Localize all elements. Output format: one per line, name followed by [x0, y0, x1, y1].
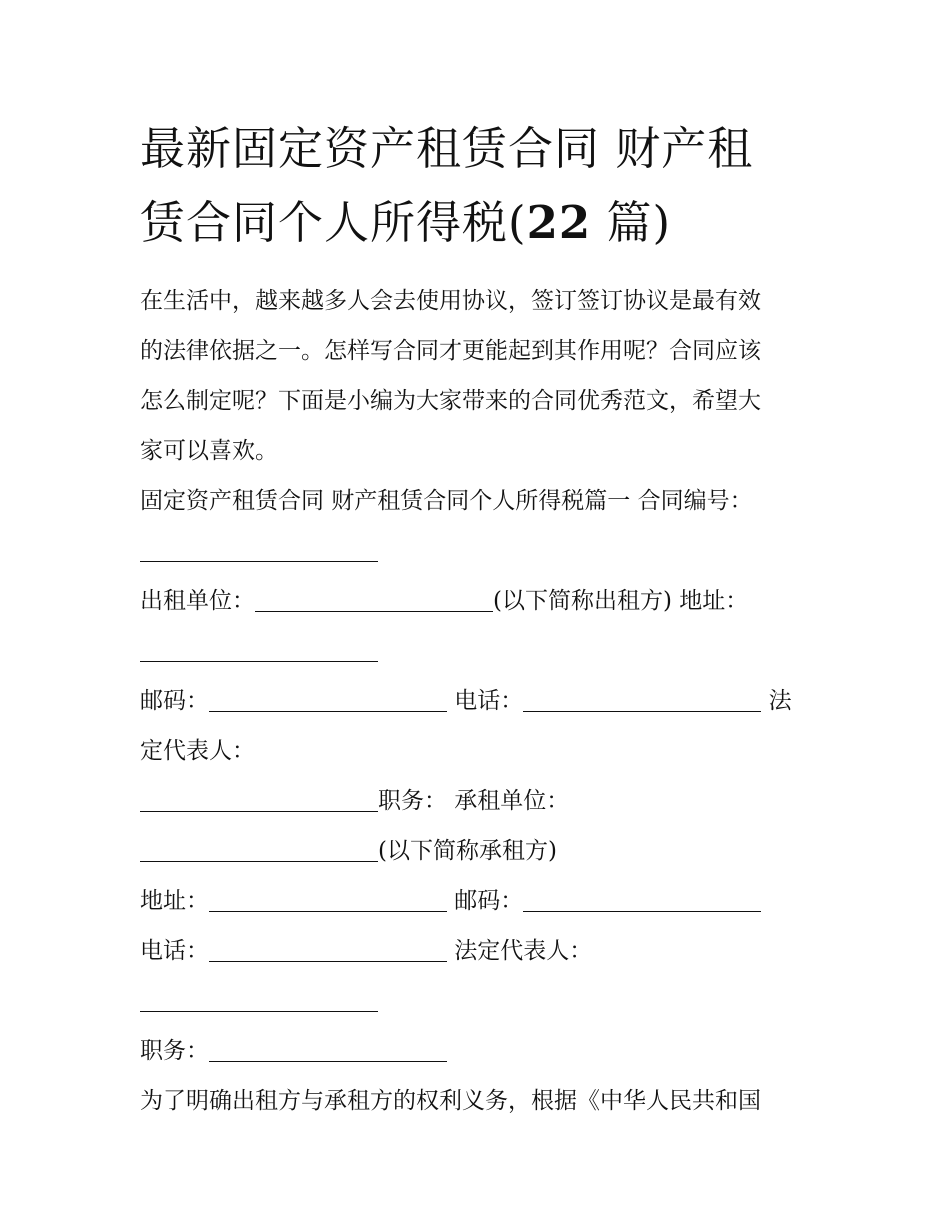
lessee-legal-rep-row: [140, 976, 820, 1026]
contract-number-row: [140, 526, 820, 576]
closing-line: 为了明确出租方与承租方的权利义务，根据《中华人民共和国: [140, 1088, 761, 1114]
section-heading: 固定资产租赁合同 财产租赁合同个人所得税篇一 合同编号：: [140, 488, 753, 514]
phone-label: 电话：: [447, 688, 524, 714]
lessee-address-blank: [209, 881, 447, 912]
lessee-blank: [140, 831, 378, 862]
title-article-count: 22: [526, 196, 592, 249]
lessor-label: 出租单位：: [140, 588, 255, 614]
lessor-contact-row: [140, 676, 820, 726]
lessor-suffix: (以下简称出租方) 地址：: [493, 588, 749, 614]
lessee-position-blank: [209, 1031, 447, 1062]
lessor-postcode-blank: [209, 681, 447, 712]
lessor-address-blank: [140, 631, 378, 662]
phone-label-2: 电话：: [140, 938, 209, 964]
lessee-position-row: [140, 1026, 820, 1076]
intro-line-2: 的法律依据之一。怎样写合同才更能起到其作用呢？合同应该: [140, 338, 761, 364]
address-label: 地址：: [140, 888, 209, 914]
legal-rep-row: 定代表人：: [140, 738, 255, 764]
lessor-position-row: [140, 776, 820, 826]
lessor-phone-blank: [523, 681, 761, 712]
lessee-legal-rep-blank: [140, 981, 378, 1012]
lessor-address-row: [140, 626, 820, 676]
position-label: 职务：: [140, 1038, 209, 1064]
document-body: [140, 276, 820, 1126]
intro-line-1: 在生活中，越来越多人会去使用协议，签订签订协议是最有效: [140, 288, 761, 314]
title-line-2-suffix: 篇): [591, 196, 672, 249]
postcode-label-2: 邮码：: [447, 888, 524, 914]
document-title: [140, 112, 830, 260]
lessee-row: [140, 826, 820, 876]
lessor-legal-rep-blank: [140, 781, 378, 812]
contract-number-blank: [140, 531, 378, 562]
lessor-row: [140, 576, 820, 626]
lessee-suffix: (以下简称承租方): [378, 838, 557, 864]
title-line-2-prefix: 赁合同个人所得税(: [140, 196, 527, 249]
lessor-blank: [255, 581, 493, 612]
intro-line-4: 家可以喜欢。: [140, 438, 278, 464]
lessee-phone-blank: [209, 931, 447, 962]
lessee-phone-row: [140, 926, 820, 976]
lessee-address-row: [140, 876, 820, 926]
title-line-1: 最新固定资产租赁合同 财产租: [140, 122, 754, 175]
legal-rep-label-2: 法定代表人：: [447, 938, 593, 964]
position-inline-label: 职务： 承租单位：: [378, 788, 570, 814]
legal-rep-prefix: 法: [761, 688, 792, 714]
lessee-postcode-blank: [523, 881, 761, 912]
intro-line-3: 怎么制定呢？下面是小编为大家带来的合同优秀范文，希望大: [140, 388, 761, 414]
postcode-label: 邮码：: [140, 688, 209, 714]
